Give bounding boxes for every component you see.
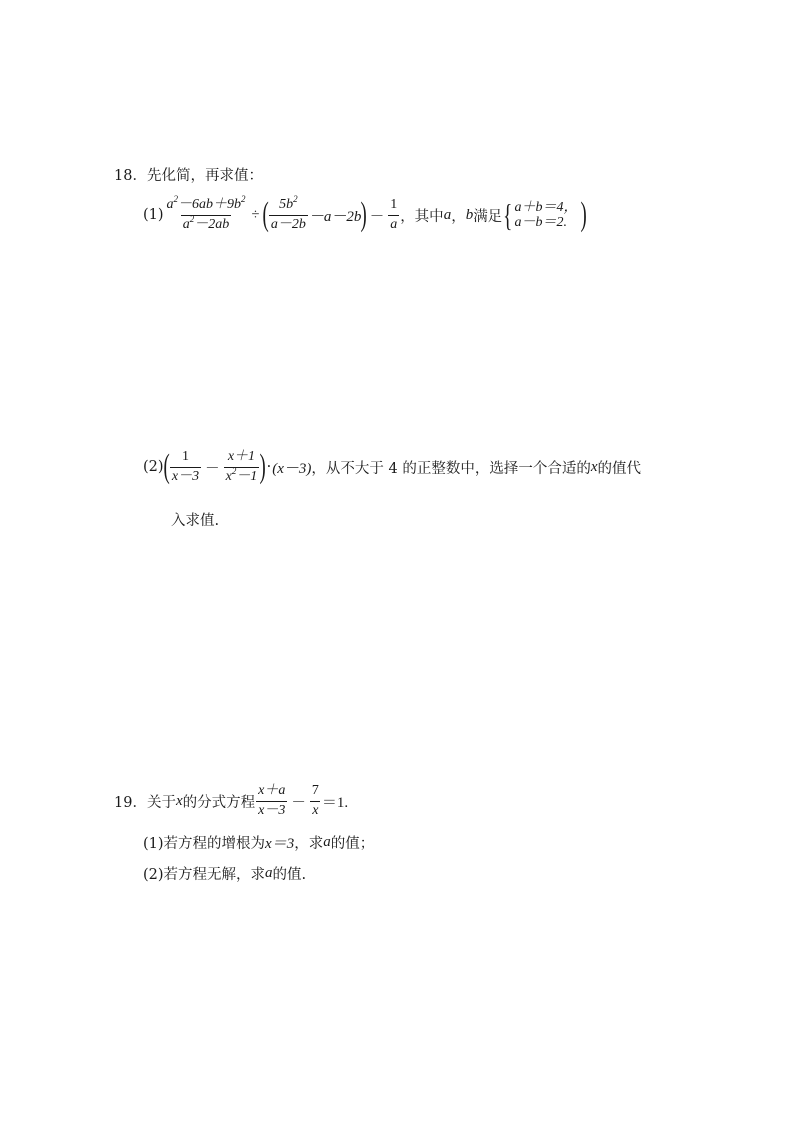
q19-frac1-denominator: x－3 xyxy=(258,802,286,818)
q19-text-1: 关于 xyxy=(146,794,176,811)
q18-p2-frac2-numerator: x＋1 xyxy=(227,449,256,464)
q19-rhs: ＝1. xyxy=(321,794,349,811)
q18-p1-frac2-denominator: a－2b xyxy=(270,216,306,232)
right-paren-icon: ) xyxy=(360,196,368,234)
q19-frac1-numerator: x＋a xyxy=(258,783,286,798)
q18-p2-factor: (x－3) xyxy=(272,460,312,477)
q18-p2-text-2: 的值代 xyxy=(597,460,642,477)
q19-p2-text-1: (2)若方程无解，求 xyxy=(143,867,266,883)
q18-p1-minus: － xyxy=(369,208,385,225)
q19-fraction-1 xyxy=(256,784,287,818)
q18-p2-frac1-denominator: x－3 xyxy=(171,468,200,484)
q19-p1-text-3: 的值； xyxy=(330,836,375,852)
right-paren-icon: ) xyxy=(259,448,267,486)
q18-p2-dot: · xyxy=(266,459,272,476)
q19-header xyxy=(114,784,348,818)
q19-p1-math: x＝3 xyxy=(265,836,295,852)
q18-part2-line2 xyxy=(171,509,219,530)
q18-p1-comma: ， xyxy=(451,208,466,225)
q18-p2-line2-text: 入求值. xyxy=(171,513,220,529)
q18-p1-frac3-numerator: 1 xyxy=(390,197,398,212)
q18-p1-sys-eq2: a－b＝2. xyxy=(514,215,568,231)
q18-p1-text-1: ，其中 xyxy=(400,208,444,225)
q18-p2-minus: － xyxy=(205,460,220,477)
q19-minus: － xyxy=(291,794,306,811)
q18-number: 18． xyxy=(114,168,147,184)
q18-p1-frac3-denominator: a xyxy=(390,216,398,232)
q18-p2-frac1-numerator: 1 xyxy=(181,449,189,464)
q18-p1-text-2: 满足 xyxy=(473,208,503,225)
q18-p1-fraction-1 xyxy=(165,194,248,232)
q19-fraction-2 xyxy=(310,784,321,818)
q19-p2-text-2: 的值. xyxy=(272,867,307,883)
q18-p1-minus-terms: －a－2b xyxy=(308,208,362,225)
q18-title: 先化简，再求值： xyxy=(146,168,263,184)
q18-p2-frac2-denominator: $x^2-1$ xyxy=(225,465,258,484)
q18-p2-fraction-2 xyxy=(224,450,260,484)
q18-p2-var-x: x xyxy=(590,458,598,475)
q19-p2-var-a: a xyxy=(265,865,273,881)
q19-var-x: x xyxy=(175,792,183,809)
q18-part1 xyxy=(143,194,587,234)
q18-p2-label: (2) xyxy=(143,459,164,476)
left-brace-icon: { xyxy=(503,197,513,234)
q18-p2-fraction-1 xyxy=(170,450,201,484)
q19-part1 xyxy=(143,832,374,853)
q18-p1-var-b: b xyxy=(465,206,474,223)
q19-p1-text-2: ，求 xyxy=(294,836,324,852)
q18-p1-frac2-numerator: $5b^2$ xyxy=(279,194,298,212)
q19-p1-var-a: a xyxy=(323,834,331,850)
q18-p1-var-a: a xyxy=(443,206,452,223)
right-paren-icon: ) xyxy=(580,196,587,234)
left-paren-icon: ( xyxy=(163,448,170,486)
q19-frac2-numerator: 7 xyxy=(311,783,319,798)
q18-p2-text-1: ，从不大于 4 的正整数中，选择一个合适的 xyxy=(311,460,591,477)
q19-text-2: 的分式方程 xyxy=(182,794,256,811)
q19-p1-text-1: (1)若方程的增根为 xyxy=(143,836,266,852)
q19-frac2-denominator: x xyxy=(312,802,319,818)
q18-p1-frac1-denominator: $a^2-2ab$ xyxy=(182,213,230,232)
left-paren-icon: ( xyxy=(262,196,269,234)
q18-p1-label: (1) xyxy=(143,207,164,224)
q18-p1-div-sign: ÷ xyxy=(251,206,260,223)
q18-p1-sys-eq1: a＋b＝4， xyxy=(514,199,578,215)
q18-header xyxy=(114,164,263,185)
q18-p1-fraction-2 xyxy=(269,194,308,232)
q18-p1-frac1-numerator: $a^2-6ab+9b^2$ xyxy=(166,194,246,212)
q18-p1-equation-system xyxy=(515,200,578,231)
q19-part2 xyxy=(143,863,306,884)
q18-p1-fraction-3 xyxy=(388,198,399,232)
q19-number: 19． xyxy=(114,794,147,811)
q18-part2 xyxy=(143,450,641,484)
